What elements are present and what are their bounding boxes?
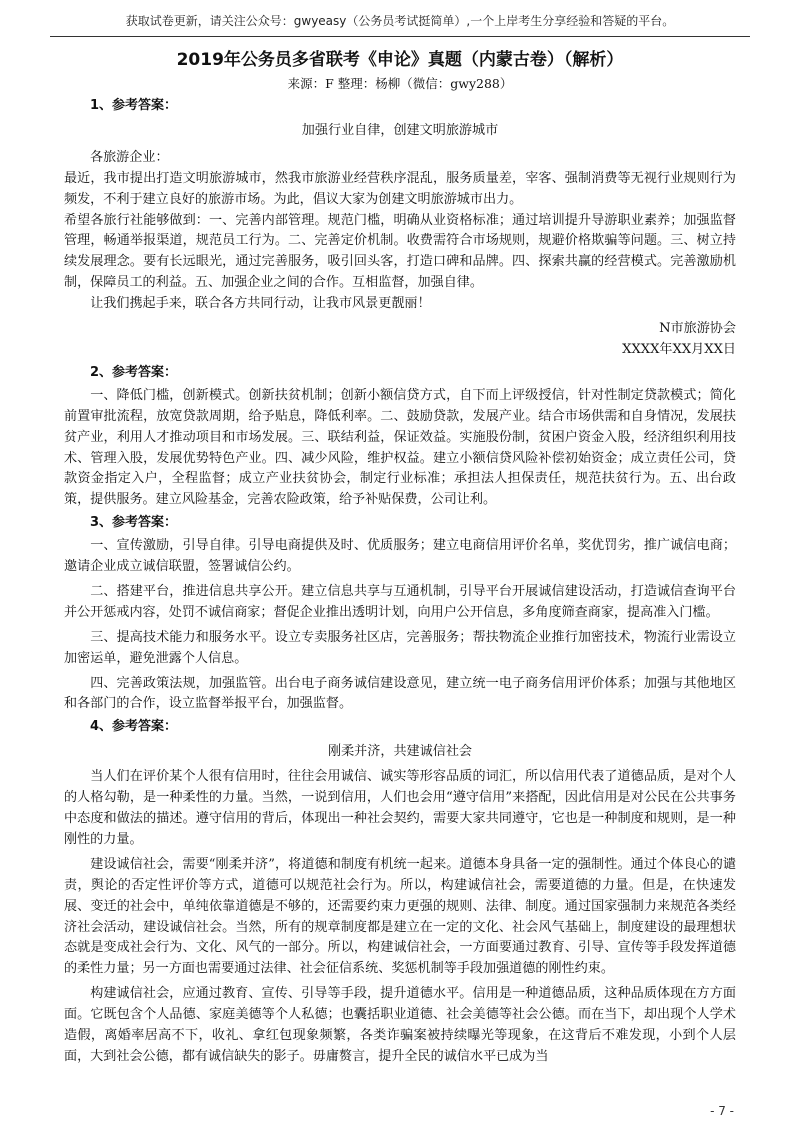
page-number: - 7 - — [710, 1104, 734, 1118]
document-title: 2019年公务员多省联考《申论》真题（内蒙古卷）（解析） — [176, 50, 624, 70]
section-4-essay-title: 刚柔并济，共建诚信社会 — [327, 744, 473, 760]
section-4-paragraph: 当人们在评价某个人很有信用时，往往会用诚信、诚实等形容品质的词汇，所以信用代表了道德品质，是对个人的人格勾勒，是一种柔性的力量。当然，一说到信用，人们也会用“遵守信用”来搭配，因此信用是对公民在公共事务中态度和做法的描述。遵守信用的背后，体现出一种社会契约，需要大家共同遵守，它也是一种制度和规则，是一种刚性的力量。 — [64, 769, 736, 847]
header-banner: 获取试卷更新，请关注公众号：gwyeasy（公务员考试挺简单）,一个上岸考生分享经验和答疑的平台。 — [125, 14, 675, 28]
section-3-heading: 3、参考答案： — [90, 515, 178, 531]
section-3-paragraph: 二、搭建平台，推进信息共享公开。建立信息共享与互通机制，引导平台开展诚信建设活动，打造诚信查询平台并公开惩戒内容，处罚不诚信商家；督促企业推出透明计划，向用户公开信息，多角度筛查商家，提高准入门槛。 — [64, 583, 736, 620]
section-1-essay-title: 加强行业自律，创建文明旅游城市 — [301, 122, 499, 138]
section-4-paragraph: 建设诚信社会，需要“刚柔并济”，将道德和制度有机统一起来。道德本身具备一定的强制性。通过个体良心的谴责，舆论的否定性评价等方式，道德可以规范社会行为。所以，构建诚信社会，需要道德的力量。但是，在快速发展、变迁的社会中，单纯依靠道德是不够的，还需要约束力更强的规则、法律、制度。通过国家强制力来规范各类经济社会活动，建设诚信社会。当然，所有的规章制度都是建立在一定的文化、社会风气基础上，制度建设的最理想状态就是变成社会行为、文化、风气的一部分。所以，构建诚信社会，一方面要通过教育、引导、宣传等手段发挥道德的柔性力量；另一方面也需要通过法律、社会征信系统、奖惩机制等手段加强道德的刚性约束。 — [64, 856, 736, 977]
section-4-paragraph: 构建诚信社会，应通过教育、宣传、引导等手段，提升道德水平。信用是一种道德品质，这种品质体现在方方面面。它既包含个人品德、家庭美德等个人私德；也囊括职业道德、社会美德等社会公德。而在当下，却出现个人学术造假，离婚率居高不下，收礼、拿红包现象频繁，各类诈骗案被持续曝光等现象，在这背后不难发现，小到个人层面，大到社会公德，都有诚信缺失的影子。毋庸赘言，提升全民的诚信水平已成为当 — [64, 986, 736, 1064]
header-divider — [50, 36, 750, 37]
section-2-paragraph: 一、降低门槛，创新模式。创新扶贫机制；创新小额信贷方式，自下而上评级授信，针对性制定贷款模式；简化前置审批流程，放宽贷款周期，给予贴息，降低利率。二、鼓励贷款，发展产业。结合市场供需和自身情况，发展扶贫产业，利用人才推动项目和市场发展。三、联结利益，保证效益。实施股份制，贫困户资金入股，经济组织利用技术、管理入股，发展优势特色产业。四、减少风险，维护权益。建立小额信贷风险补偿初始资金；成立责任公司，贷款资金指定入户，全程监督；成立产业扶贫协会，制定行业标准；承担法人担保责任，规范扶贫行为。五、出台政策，提供服务。建立风险基金，完善农险政策，给予补贴保费，公司让利。 — [64, 387, 736, 508]
section-1-paragraph: 最近，我市提出打造文明旅游城市，然我市旅游业经营秩序混乱，服务质量差，宰客、强制消费等无视行业规则行为频发，不利于建立良好的旅游市场。为此，倡议大家为创建文明旅游城市出力。 — [64, 170, 736, 207]
document-page — [64, 44, 736, 1068]
section-2-heading: 2、参考答案： — [90, 364, 178, 380]
section-1-paragraph: 让我们携起手来，联合各方共同行动，让我市风景更靓丽！ — [90, 296, 431, 312]
section-1-paragraph: 希望各旅行社能够做到：一、完善内部管理。规范门槛，明确从业资格标准；通过培训提升导游职业素养；加强监督管理，畅通举报渠道，规范员工行为。二、完善定价机制。收费需符合市场规则，规避价格欺骗等问题。三、树立持续发展理念。要有长远眼光，通过完善服务，吸引回头客，打造口碑和品牌。四、探索共赢的经营模式。完善激励机制，保障员工的利益。五、加强企业之间的合作。互相监督，加强自律。 — [64, 212, 736, 291]
section-1-salutation: 各旅游企业： — [90, 149, 169, 165]
section-1-signer: N市旅游协会 — [659, 321, 736, 337]
section-4-heading: 4、参考答案： — [90, 719, 178, 735]
section-3-paragraph: 三、提高技术能力和服务水平。设立专卖服务社区店，完善服务；帮扶物流企业推行加密技术，物流行业需设立加密运单，避免泄露个人信息。 — [64, 629, 736, 666]
section-3-paragraph: 一、宣传激励，引导自律。引导电商提供及时、优质服务；建立电商信用评价名单，奖优罚劣，推广诚信电商；邀请企业成立诚信联盟，签署诚信公约。 — [64, 538, 736, 575]
section-1-heading: 1、参考答案： — [90, 98, 178, 113]
section-3-paragraph: 四、完善政策法规，加强监管。出台电子商务诚信建设意见，建立统一电子商务信用评价体系；加强与其他地区和各部门的合作，设立监督举报平台，加强监督。 — [64, 675, 736, 712]
section-1-date: XXXX年XX月XX日 — [622, 341, 736, 357]
document-source: 来源：F 整理：杨柳（微信：gwy288） — [287, 76, 513, 91]
